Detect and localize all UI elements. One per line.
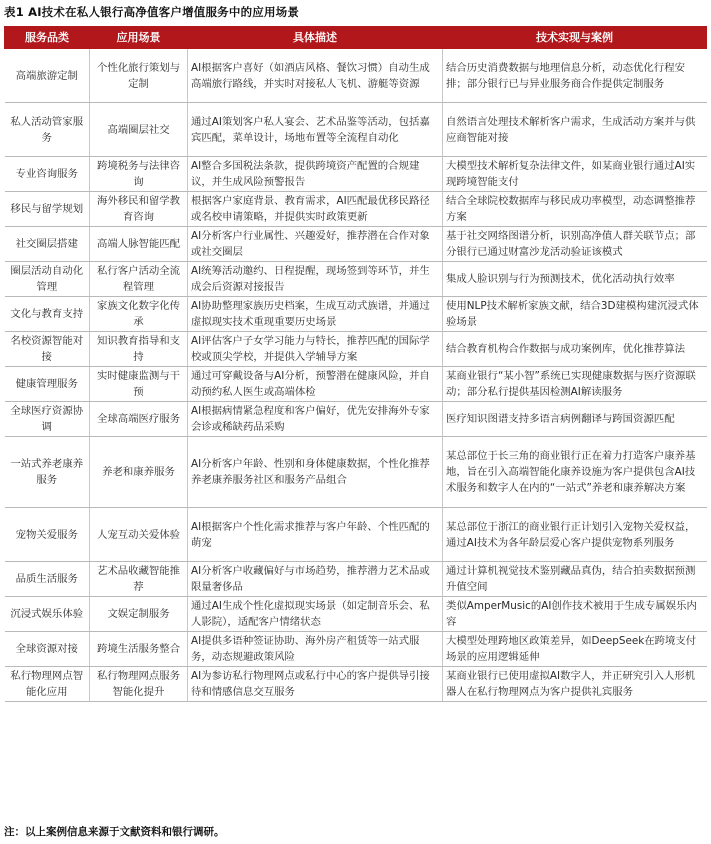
row-tech: 通过计算机视觉技术鉴别藏品真伪，结合拍卖数据预测升值空间 — [443, 562, 707, 597]
row-scenario: 实时健康监测与干预 — [90, 367, 188, 402]
row-tech: 某总部位于浙江的商业银行正计划引入宠物关爱权益，通过AI技术为各年龄层爱心客户提供宠物系列服务 — [443, 508, 707, 562]
table-row — [5, 157, 707, 192]
row-tech: 结合全球院校数据库与移民成功率模型，动态调整推荐方案 — [443, 192, 707, 227]
header-tech: 技术实现与案例 — [443, 27, 707, 49]
table-row — [5, 367, 707, 402]
table-row — [5, 508, 707, 562]
table-row — [5, 562, 707, 597]
row-description: 通过AI生成个性化虚拟现实场景（如定制音乐会、私人影院），适配客户情绪状态 — [188, 597, 443, 632]
table-title: 表1 AI技术在私人银行高净值客户增值服务中的应用场景 — [4, 5, 300, 19]
row-description: 通过可穿戴设备与AI分析，预警潜在健康风险，并自动预约私人医生或高端体检 — [188, 367, 443, 402]
row-tech: 类似AmperMusic的AI创作技术被用于生成专属娱乐内容 — [443, 597, 707, 632]
row-tech: 使用NLP技术解析家族文献，结合3D建模构建沉浸式体验场景 — [443, 297, 707, 332]
row-scenario: 人宠互动关爱体验 — [90, 508, 188, 562]
row-category: 一站式养老康养服务 — [5, 437, 90, 508]
row-tech: 某商业银行已使用虚拟AI数字人，并正研究引入人形机器人在私行物理网点为客户提供礼宾服务 — [443, 667, 707, 702]
row-category: 全球医疗资源协调 — [5, 402, 90, 437]
row-category: 高端旅游定制 — [5, 49, 90, 103]
row-description: AI整合多国税法条款，提供跨境资产配置的合规建议，并生成风险预警报告 — [188, 157, 443, 192]
row-description: AI为参访私行物理网点或私行中心的客户提供导引接待和情感信息交互服务 — [188, 667, 443, 702]
row-description: 根据客户家庭背景、教育需求，AI匹配最优移民路径或名校申请策略，并提供实时政策更新 — [188, 192, 443, 227]
row-description: AI分析客户行业属性、兴趣爱好，推荐潜在合作对象或社交圈层 — [188, 227, 443, 262]
row-category: 全球资源对接 — [5, 632, 90, 667]
row-scenario: 跨境生活服务整合 — [90, 632, 188, 667]
header-row — [5, 27, 707, 49]
table-row — [5, 437, 707, 508]
row-description: AI统筹活动邀约、日程提醒，现场签到等环节，并生成会后资源对接报告 — [188, 262, 443, 297]
table-row — [5, 192, 707, 227]
row-tech: 自然语言处理技术解析客户需求，生成活动方案并与供应商智能对接 — [443, 103, 707, 157]
table-row — [5, 332, 707, 367]
row-scenario: 跨境税务与法律咨询 — [90, 157, 188, 192]
row-scenario: 海外移民和留学教育咨询 — [90, 192, 188, 227]
row-category: 品质生活服务 — [5, 562, 90, 597]
scenario-table — [4, 26, 707, 702]
table-row — [5, 262, 707, 297]
table-row — [5, 103, 707, 157]
row-scenario: 私行客户活动全流程管理 — [90, 262, 188, 297]
row-description: AI分析客户年龄、性别和身体健康数据，个性化推荐养老康养服务社区和服务产品组合 — [188, 437, 443, 508]
row-tech: 集成人脸识别与行为预测技术，优化活动执行效率 — [443, 262, 707, 297]
row-scenario: 全球高端医疗服务 — [90, 402, 188, 437]
table-row — [5, 227, 707, 262]
table-row — [5, 49, 707, 103]
row-scenario: 高端圈层社交 — [90, 103, 188, 157]
row-scenario: 私行物理网点服务智能化提升 — [90, 667, 188, 702]
header-category: 服务品类 — [5, 27, 90, 49]
source-note: 注：以上案例信息来源于文献资料和银行调研。 — [4, 826, 225, 838]
row-scenario: 家族文化数字化传承 — [90, 297, 188, 332]
row-description: AI协助整理家族历史档案，生成互动式族谱，并通过虚拟现实技术重现重要历史场景 — [188, 297, 443, 332]
table-row — [5, 597, 707, 632]
row-category: 圈层活动自动化管理 — [5, 262, 90, 297]
row-scenario: 艺术品收藏智能推荐 — [90, 562, 188, 597]
row-category: 私人活动管家服务 — [5, 103, 90, 157]
row-description: AI根据客户个性化需求推荐与客户年龄、个性匹配的萌宠 — [188, 508, 443, 562]
header-description: 具体描述 — [188, 27, 443, 49]
table-row — [5, 297, 707, 332]
row-category: 社交圈层搭建 — [5, 227, 90, 262]
row-tech: 大模型处理跨地区政策差异，如DeepSeek在跨境支付场景的应用逻辑延伸 — [443, 632, 707, 667]
row-category: 名校资源智能对接 — [5, 332, 90, 367]
table-row — [5, 667, 707, 702]
row-tech: 医疗知识图谱支持多语言病例翻译与跨国资源匹配 — [443, 402, 707, 437]
row-description: AI根据客户喜好（如酒店风格、餐饮习惯）自动生成高端旅行路线，并实时对接私人飞机、游艇等资源 — [188, 49, 443, 103]
row-category: 健康管理服务 — [5, 367, 90, 402]
row-category: 专业咨询服务 — [5, 157, 90, 192]
row-description: AI根据病情紧急程度和客户偏好，优先安排海外专家会诊或稀缺药品采购 — [188, 402, 443, 437]
row-category: 移民与留学规划 — [5, 192, 90, 227]
row-tech: 某总部位于长三角的商业银行正在着力打造客户康养基地，旨在引入高端智能化康养设施为客户提供包含AI技术服务和数字人在内的“一站式”养老和康养解决方案 — [443, 437, 707, 508]
row-category: 沉浸式娱乐体验 — [5, 597, 90, 632]
row-description: AI提供多语种签证协助、海外房产租赁等一站式服务，动态规避政策风险 — [188, 632, 443, 667]
row-scenario: 高端人脉智能匹配 — [90, 227, 188, 262]
row-description: AI评估客户子女学习能力与特长，推荐匹配的国际学校或顶尖学校，并提供入学辅导方案 — [188, 332, 443, 367]
row-description: AI分析客户收藏偏好与市场趋势，推荐潜力艺术品或限量奢侈品 — [188, 562, 443, 597]
table-row — [5, 402, 707, 437]
row-tech: 结合教育机构合作数据与成功案例库，优化推荐算法 — [443, 332, 707, 367]
row-tech: 基于社交网络图谱分析，识别高净值人群关联节点；部分银行已通过财富沙龙活动验证该模式 — [443, 227, 707, 262]
row-description: 通过AI策划客户私人宴会、艺术品鉴等活动，包括嘉宾匹配，菜单设计，场地布置等全流程自动化 — [188, 103, 443, 157]
row-category: 私行物理网点智能化应用 — [5, 667, 90, 702]
header-scenario: 应用场景 — [90, 27, 188, 49]
table-row — [5, 632, 707, 667]
row-category: 文化与教育支持 — [5, 297, 90, 332]
row-scenario: 个性化旅行策划与定制 — [90, 49, 188, 103]
row-scenario: 知识教育指导和支持 — [90, 332, 188, 367]
row-scenario: 养老和康养服务 — [90, 437, 188, 508]
row-tech: 某商业银行“某小智”系统已实现健康数据与医疗资源联动；部分私行提供基因检测AI解读服务 — [443, 367, 707, 402]
row-tech: 结合历史消费数据与地理信息分析，动态优化行程安排；部分银行已与异业服务商合作提供定制服务 — [443, 49, 707, 103]
row-scenario: 文娱定制服务 — [90, 597, 188, 632]
row-category: 宠物关爱服务 — [5, 508, 90, 562]
row-tech: 大模型技术解析复杂法律文件，如某商业银行通过AI实现跨境智能支付 — [443, 157, 707, 192]
